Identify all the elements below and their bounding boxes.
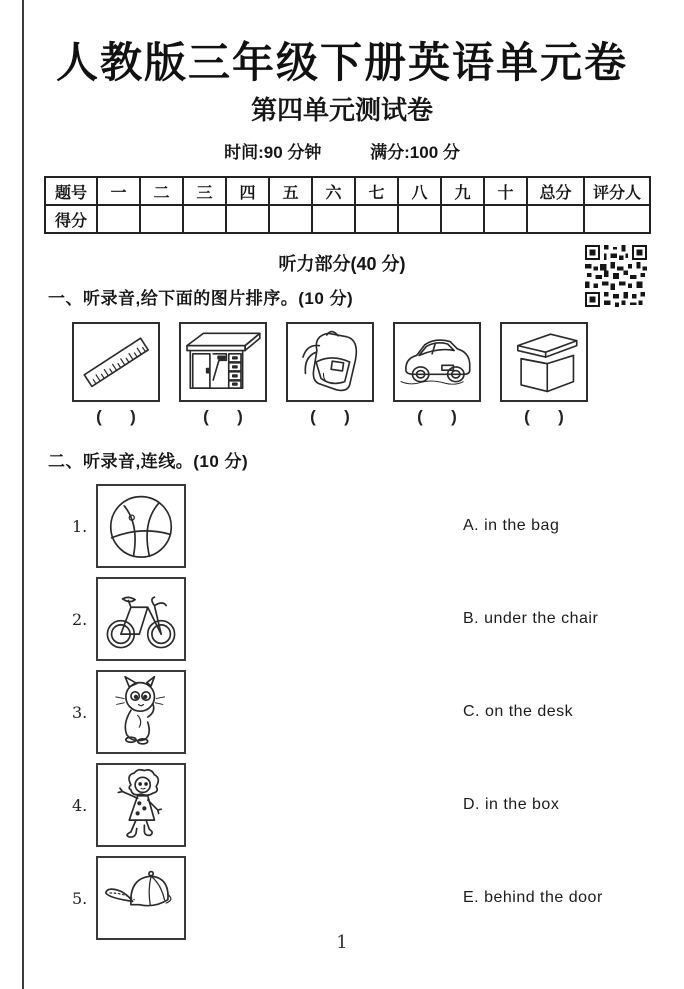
header-total: 总分 (527, 177, 584, 205)
full-score: 满分:100 分 (370, 143, 460, 162)
option-a: A. in the bag (463, 517, 560, 534)
ball-image (96, 484, 186, 568)
part2-heading: 二、听录音,连线。(10 分) (48, 452, 249, 471)
cat-image (96, 670, 186, 754)
item-number: 2. (72, 609, 88, 629)
option-e: E. behind the door (463, 889, 603, 906)
page-number: 1 (336, 932, 348, 953)
match-row-2 (72, 577, 632, 661)
doll-image (96, 763, 186, 847)
header-q6: 六 (312, 177, 355, 205)
header-grader: 评分人 (584, 177, 650, 205)
box-image (500, 322, 588, 402)
header-qnum: 题号 (45, 177, 97, 205)
match-row-5 (72, 856, 632, 940)
answer-slot-5: ( ) (524, 407, 564, 426)
header-q8: 八 (398, 177, 441, 205)
score-cell (484, 205, 527, 233)
score-table-header-row (45, 177, 650, 205)
page-title: 人教版三年级下册英语单元卷 (55, 39, 628, 86)
part2-matching-list (72, 484, 632, 949)
header-q5: 五 (269, 177, 312, 205)
answer-slot-4: ( ) (417, 407, 457, 426)
score-cell (140, 205, 183, 233)
part1-heading: 一、听录音,给下面的图片排序。(10 分) (48, 289, 354, 308)
time-limit: 时间:90 分钟 (224, 143, 322, 162)
score-cell (527, 205, 584, 233)
qr-code-icon (585, 245, 647, 307)
score-cell (226, 205, 269, 233)
option-b: B. under the chair (463, 610, 599, 627)
answer-slot-2: ( ) (203, 407, 243, 426)
cap-image (96, 856, 186, 940)
item-number: 3. (72, 702, 88, 722)
score-cell (584, 205, 650, 233)
score-cell (269, 205, 312, 233)
page-subtitle: 第四单元测试卷 (250, 95, 433, 125)
car-image (393, 322, 481, 402)
part1-answer-row (72, 407, 588, 427)
header-q2: 二 (140, 177, 183, 205)
score-table-score-row (45, 205, 650, 233)
match-row-1 (72, 484, 632, 568)
answer-slot-1: ( ) (96, 407, 136, 426)
score-cell (97, 205, 140, 233)
item-number: 4. (72, 795, 88, 815)
ruler-image (72, 322, 160, 402)
header-q3: 三 (183, 177, 226, 205)
score-cell (355, 205, 398, 233)
item-number: 5. (72, 888, 88, 908)
score-cell (312, 205, 355, 233)
score-cell (441, 205, 484, 233)
schoolbag-image (286, 322, 374, 402)
answer-slot-3: ( ) (310, 407, 350, 426)
score-row-label: 得分 (45, 205, 97, 233)
listening-section-title: 听力部分(40 分) (278, 254, 406, 274)
header-q1: 一 (97, 177, 140, 205)
score-table (44, 176, 651, 234)
exam-meta (24, 138, 660, 163)
option-d: D. in the box (463, 796, 560, 813)
header-q4: 四 (226, 177, 269, 205)
option-c: C. on the desk (463, 703, 574, 720)
header-q10: 十 (484, 177, 527, 205)
header-q7: 七 (355, 177, 398, 205)
score-cell (398, 205, 441, 233)
header-q9: 九 (441, 177, 484, 205)
match-row-3 (72, 670, 632, 754)
desk-image (179, 322, 267, 402)
match-row-4 (72, 763, 632, 847)
score-cell (183, 205, 226, 233)
part1-image-row (72, 322, 588, 402)
item-number: 1. (72, 516, 88, 536)
bicycle-image (96, 577, 186, 661)
